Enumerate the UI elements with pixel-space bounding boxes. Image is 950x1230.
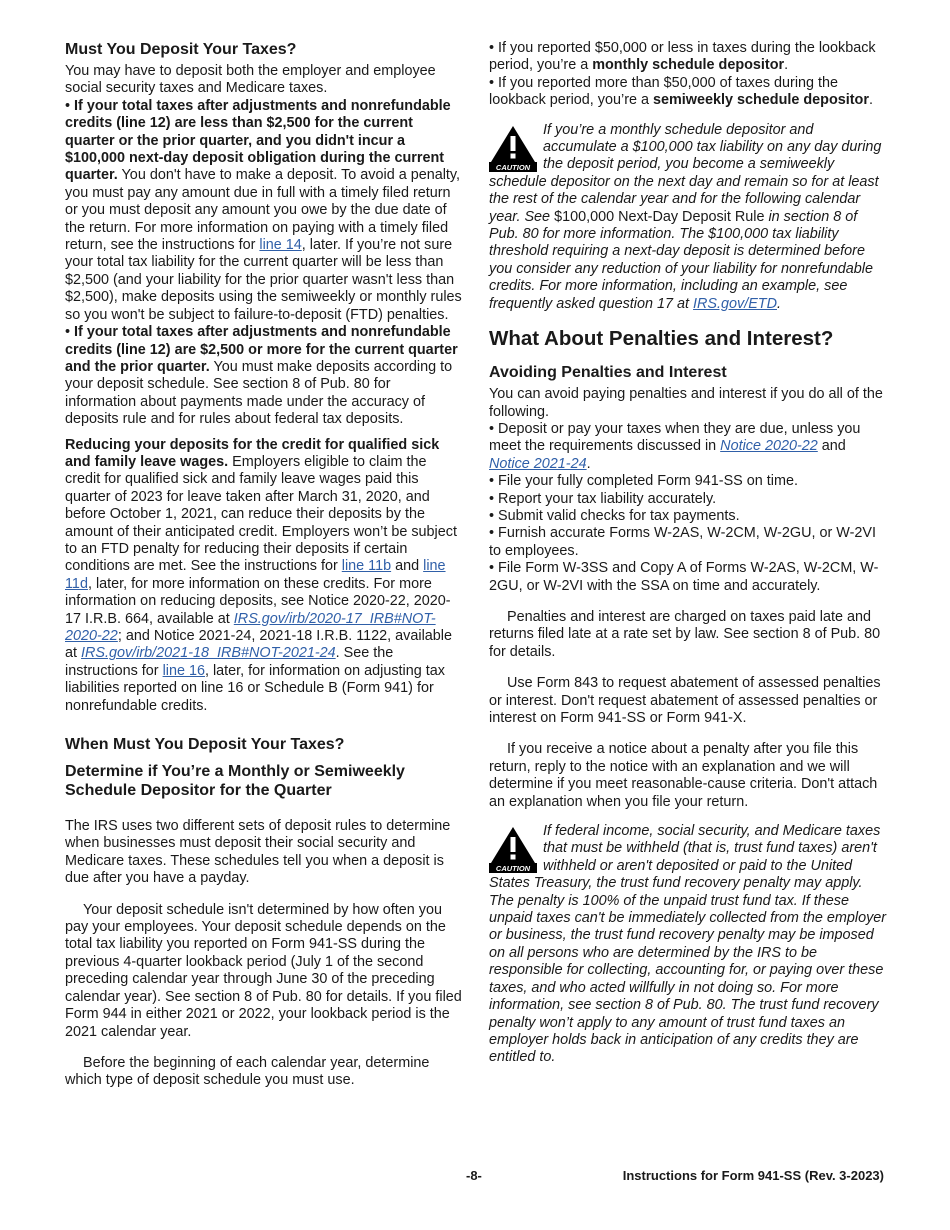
bold-text: If your total taxes after adjustments and nonrefundable credits (line 12) are less than $2,500 for the current quarter or the prior quarter, and you didn't incur a $100,000 next-day deposit obligation during the current quarter. (65, 97, 451, 184)
paragraph: Use Form 843 to request abatement of assessed penalties or interest. Don't request abatement of assessed penalties or interest on Form 941-SS or Form 941-X. (489, 675, 881, 726)
text: . (777, 295, 781, 312)
text: , later. If you’re not sure your total tax liability for the current quarter will be less than $2,500 (and your liability for the prior quarter wasn't less than $2,500), make deposits using the semiweekly or monthly rules so you won't be subject to failure-to-deposit (FTD) penalties. (65, 237, 462, 323)
bullet-item (489, 75, 887, 110)
bullet-item (65, 98, 465, 324)
paragraph: If you receive a notice about a penalty after you file this return, reply to the notice with an explanation and we will determine if you meet reasonable-cause criteria. Don't attach an explanation when you file your return. (489, 741, 878, 810)
caution-note (489, 823, 887, 1067)
bullet-icon: • (489, 40, 495, 56)
heading-determine-schedule: Determine if You’re a Monthly or Semiweekly Schedule Depositor for the Quarter (65, 763, 405, 800)
caution-icon (489, 124, 537, 172)
bullet-item (489, 40, 887, 75)
text: You can avoid paying penalties and interest if you do all of the following. (489, 386, 883, 420)
link-irs-etd[interactable]: IRS.gov/ETD (693, 295, 777, 312)
paragraph: Before the beginning of each calendar year, determine which type of deposit schedule you must use. (65, 1054, 430, 1089)
text: , later, for information on adjusting tax liabilities reported on line 16 or Schedule B (Form 941) for nonrefundable credits. (65, 662, 445, 714)
bullet-icon: • (489, 525, 495, 542)
caution-label: CAUTION (495, 864, 531, 874)
text: . (784, 57, 789, 74)
list-item (489, 525, 887, 560)
bullet-icon: • (489, 560, 495, 577)
text: If federal income, social security, and Medicare taxes that must be withheld (that is, trust fund taxes) aren't withheld or aren't deposited or paid to the United States Treasury, the trust fund recovery penalty may apply. The penalty is 100% of the unpaid trust fund tax. If these unpaid taxes can't be immediately collected from the employer or business, the trust fund recovery penalty may be imposed on all persons who are determined by the IRS to be responsible for collecting, accounting for, or paying over these taxes, and who acted willfully in not doing so. For more information, see section 8 of Pub. 80. The trust fund recovery penalty won’t apply to any amount of trust fund taxes an employer holds back in anticipation of any credits they are entitled to. (489, 823, 887, 1066)
heading-penalties-interest: What About Penalties and Interest? (489, 327, 834, 351)
text: File your fully completed Form 941-SS on time. (498, 473, 798, 490)
bullet-icon: • (65, 97, 71, 114)
text: You don't have to make a deposit. To avoid a penalty, you must pay any amount due in full with a timely filed return or you must deposit any amount you owe by the due date of the return. For more information on paying with a timely filed return, see the instructions for (65, 167, 461, 254)
text: If you’re a monthly schedule depositor and accumulate a $100,000 tax liability on any day during the deposit period, you become a semiweekly schedule depositor on the next day and remain so for at least the rest of the calendar year and for the following calendar year. See (489, 121, 882, 225)
heading-when-deposit: When Must You Deposit Your Taxes? (65, 736, 345, 754)
list-item (489, 491, 887, 508)
bold-text: If your total taxes after adjustments and nonrefundable credits (line 12) are $2,500 or more for the current quarter and the prior quarter. (65, 324, 458, 375)
paragraph-reducing-deposits (65, 437, 465, 716)
bullet-icon: • (489, 473, 495, 490)
link-notice-2020-22[interactable]: IRS.gov/irb/2020-17_IRB#NOT-2020-22 (65, 610, 436, 644)
link-notice-2021-24[interactable]: Notice 2021-24 (489, 455, 587, 472)
paragraph (489, 386, 887, 595)
bullet-icon: • (489, 420, 495, 437)
link-line-11b[interactable]: line 11b (341, 558, 392, 575)
text: in section 8 of Pub. 80 for more information. The $100,000 tax liability threshold requiring a next-day deposit is determined before you consider any reduction of your liability for nonrefundable credits. For more information, including an example, see frequently asked question 17 at (489, 208, 873, 312)
text: You may have to deposit both the employer and employee social security taxes and Medicare taxes. (65, 63, 436, 97)
text: You must make deposits according to your deposit schedule. See section 8 of Pub. 80 for information about payments made under the accuracy of deposits rule and for rules about federal tax deposits. (65, 358, 453, 428)
link-line-16[interactable]: line 16 (162, 662, 205, 679)
text: . (868, 92, 873, 109)
list-item (489, 473, 887, 490)
list-item (489, 508, 887, 525)
link-line-14[interactable]: line 14 (259, 237, 302, 254)
paragraph (489, 40, 887, 110)
bullet-icon: • (489, 490, 495, 507)
caution-label: CAUTION (495, 162, 531, 172)
text: If you reported more than $50,000 of taxes during the lookback period, you’re a (489, 74, 839, 109)
left-column (65, 40, 465, 1098)
text: . (586, 455, 591, 472)
text: Employers eligible to claim the credit for qualified sick and family leave wages paid this quarter of 2023 for leave taken after March 31, 2020, and before October 1, 2021, can reduce their deposits by the amount of their anticipated credit. Employers won’t be subject to an FTD penalty for reducing their deposits if certain conditions are met. See the instructions for (65, 453, 457, 575)
paragraph: The IRS uses two different sets of deposit rules to determine when businesses must deposit their social security and Medicare taxes. These schedules tell you when a deposit is due after you have a payday. (65, 818, 451, 887)
bullet-item (65, 324, 465, 428)
bold-text: Reducing your deposits for the credit for qualified sick and family leave wages. (65, 436, 440, 470)
caution-note (489, 122, 887, 313)
text: Submit valid checks for tax payments. (498, 507, 740, 524)
paragraph: Your deposit schedule isn't determined by how often you pay your employees. Your deposit schedule depends on the total tax liability you reported on Form 941-SS during the previous 4-quarter lookback period (July 1 of the second preceding calendar year through June 30 of the preceding calendar year). See section 8 of Pub. 80 for details. If you filed Form 944 in either 2021 or 2022, your lookback period is the 2021 calendar year. (65, 901, 462, 1040)
list-item (489, 560, 887, 595)
text: and (391, 558, 424, 575)
bullet-icon: • (489, 74, 495, 91)
text: File Form W-3SS and Copy A of Forms W-2AS, W-2CM, W-2GU, or W-2VI with the SSA on time and accurately. (489, 560, 879, 594)
right-column (489, 40, 887, 1077)
form-title: Instructions for Form 941-SS (Rev. 3-2023) (622, 1168, 884, 1183)
text: $100,000 Next-Day Deposit Rule (554, 208, 765, 225)
text: If you reported $50,000 or less in taxes during the lookback period, you’re a (489, 40, 876, 74)
heading-avoiding-penalties: Avoiding Penalties and Interest (489, 364, 727, 382)
list-item (489, 421, 887, 473)
bullet-icon: • (489, 507, 495, 524)
caution-icon (489, 825, 537, 873)
text: ; and Notice 2021-24, 2021-18 I.R.B. 1122, available at (65, 628, 452, 662)
paragraph (65, 63, 465, 429)
link-notice-2020-22[interactable]: Notice 2020-22 (720, 438, 818, 455)
text: , later, for more information on these credits. For more information on reducing deposits, see Notice 2020-22, 2020-17 I.R.B. 664, available at (65, 575, 451, 627)
text: Furnish accurate Forms W-2AS, W-2CM, W-2GU, or W-2VI to employees. (489, 525, 877, 559)
bold-text: monthly schedule depositor (592, 57, 785, 74)
bullet-icon: • (65, 324, 71, 341)
text: and (817, 438, 846, 455)
text: . See the instructions for (65, 645, 394, 679)
bold-text: semiweekly schedule depositor (653, 92, 869, 109)
page-number: -8- (466, 1168, 482, 1183)
link-notice-2021-24[interactable]: IRS.gov/irb/2021-18_IRB#NOT-2021-24 (81, 645, 336, 662)
text: Report your tax liability accurately. (498, 490, 717, 507)
heading-must-you-deposit: Must You Deposit Your Taxes? (65, 41, 297, 58)
link-line-11d[interactable]: line 11d (65, 558, 446, 592)
paragraph: Penalties and interest are charged on taxes paid late and returns filed late at a rate set by law. See section 8 of Pub. 80 for details. (489, 608, 881, 660)
text: Deposit or pay your taxes when they are due, unless you meet the requirements discussed in (489, 420, 861, 455)
